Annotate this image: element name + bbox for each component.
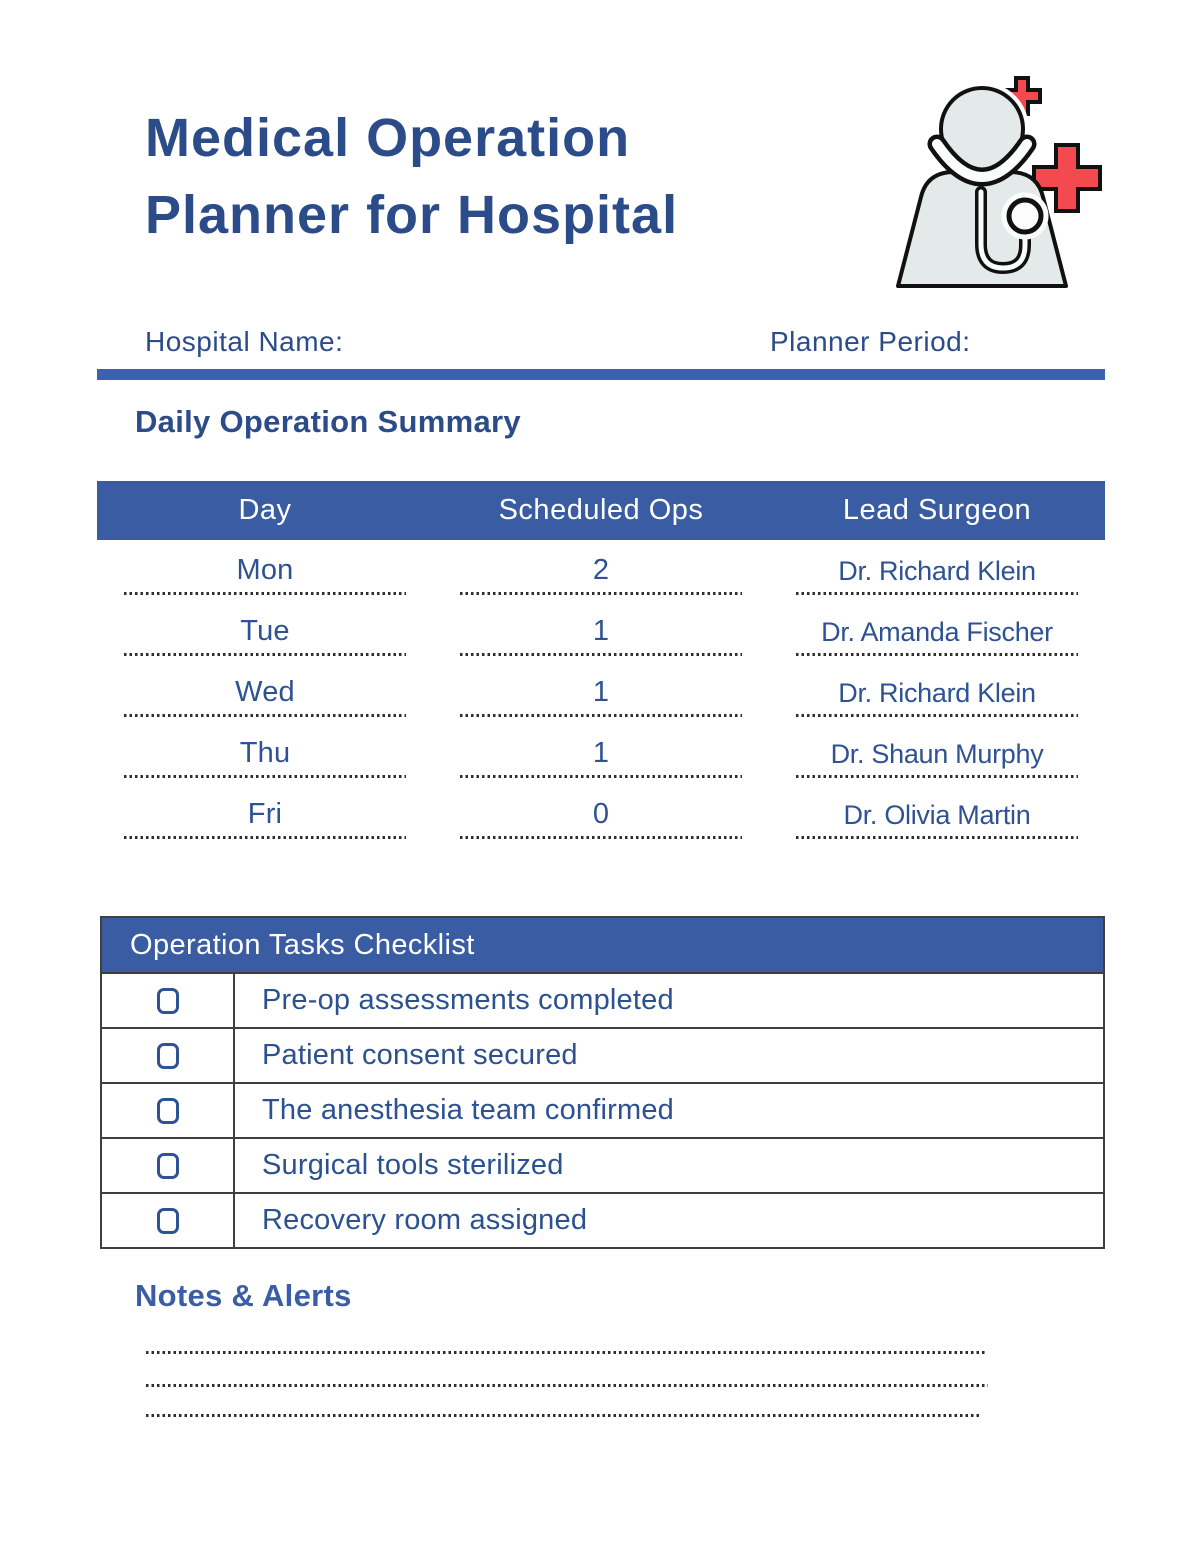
ops-cell (433, 662, 769, 723)
blank-underline (796, 836, 1078, 839)
ops-cell (433, 601, 769, 662)
column-header-day: Day (238, 494, 292, 526)
summary-heading: Daily Operation Summary (135, 404, 521, 439)
task-label: Surgical tools sterilized (262, 1149, 564, 1181)
day-value: Wed (235, 676, 295, 708)
task-label-cell (235, 1194, 1103, 1247)
ops-value: 0 (592, 798, 610, 830)
blank-underline (124, 836, 406, 839)
page-title-line2: Planner for Hospital (145, 184, 679, 245)
ops-value: 2 (592, 554, 610, 586)
column-header-lead-surgeon: Lead Surgeon (842, 494, 1032, 526)
checkbox-cell (102, 1139, 235, 1192)
surgeon-cell (769, 662, 1105, 723)
ops-value: 1 (592, 737, 610, 769)
task-label-cell (235, 974, 1103, 1027)
day-value: Mon (236, 554, 294, 586)
blank-underline (460, 775, 742, 778)
table-row (97, 784, 1105, 845)
task-label-cell (235, 1084, 1103, 1137)
day-value: Thu (239, 737, 291, 769)
blank-underline (124, 653, 406, 656)
column-header-scheduled-ops: Scheduled Ops (498, 494, 704, 526)
surgeon-cell (769, 601, 1105, 662)
page-title (145, 100, 678, 253)
blank-underline (796, 653, 1078, 656)
day-cell (97, 540, 433, 601)
task-checkbox[interactable] (157, 1153, 179, 1179)
surgeon-value: Dr. Richard Klein (838, 556, 1036, 586)
blank-underline (460, 653, 742, 656)
task-label: The anesthesia team confirmed (262, 1094, 675, 1126)
notes-heading: Notes & Alerts (135, 1278, 352, 1313)
day-value: Tue (240, 615, 290, 647)
checklist-header: Operation Tasks Checklist (102, 918, 1103, 972)
surgeon-cell (769, 540, 1105, 601)
day-cell (97, 723, 433, 784)
task-label-cell (235, 1029, 1103, 1082)
day-cell (97, 662, 433, 723)
doctor-stethoscope-icon (882, 58, 1110, 292)
blank-underline (460, 592, 742, 595)
notes-blank-line[interactable] (146, 1414, 980, 1417)
blank-underline (460, 714, 742, 717)
planner-period-label: Planner Period: (770, 326, 971, 357)
stethoscope-chestpiece (1009, 200, 1041, 232)
checklist-row (102, 972, 1103, 1027)
task-checkbox[interactable] (157, 1098, 179, 1124)
checklist-row (102, 1027, 1103, 1082)
task-label: Patient consent secured (262, 1039, 578, 1071)
blank-underline (796, 714, 1078, 717)
surgeon-cell (769, 723, 1105, 784)
blank-underline (796, 775, 1078, 778)
blank-underline (124, 714, 406, 717)
checklist-row (102, 1082, 1103, 1137)
task-checkbox[interactable] (157, 988, 179, 1014)
notes-blank-line[interactable] (146, 1351, 985, 1354)
checkbox-cell (102, 1194, 235, 1247)
ops-cell (433, 784, 769, 845)
surgeon-cell (769, 784, 1105, 845)
notes-blank-line[interactable] (146, 1384, 988, 1387)
task-label-cell (235, 1139, 1103, 1192)
ops-cell (433, 540, 769, 601)
checklist-table (100, 916, 1105, 1249)
table-row (97, 662, 1105, 723)
surgeon-value: Dr. Amanda Fischer (821, 617, 1053, 647)
surgeon-value: Dr. Richard Klein (838, 678, 1036, 708)
table-row (97, 540, 1105, 601)
task-checkbox[interactable] (157, 1043, 179, 1069)
task-label: Pre-op assessments completed (262, 984, 674, 1016)
checkbox-cell (102, 1084, 235, 1137)
day-cell (97, 601, 433, 662)
summary-table-header (97, 481, 1105, 540)
task-checkbox[interactable] (157, 1208, 179, 1234)
checkbox-cell (102, 974, 235, 1027)
task-label: Recovery room assigned (262, 1204, 588, 1236)
summary-table (97, 481, 1105, 845)
blank-underline (124, 592, 406, 595)
surgeon-value: Dr. Olivia Martin (843, 800, 1031, 830)
doctor-icon (882, 58, 1110, 292)
checklist-row (102, 1137, 1103, 1192)
blank-underline (460, 836, 742, 839)
day-value: Fri (247, 798, 283, 830)
blank-underline (796, 592, 1078, 595)
table-row (97, 723, 1105, 784)
divider-bar (97, 369, 1105, 380)
ops-value: 1 (592, 615, 610, 647)
table-row (97, 601, 1105, 662)
blank-underline (124, 775, 406, 778)
ops-cell (433, 723, 769, 784)
checkbox-cell (102, 1029, 235, 1082)
ops-value: 1 (592, 676, 610, 708)
surgeon-value: Dr. Shaun Murphy (830, 739, 1044, 769)
page-title-line1: Medical Operation (145, 108, 631, 168)
day-cell (97, 784, 433, 845)
hospital-name-label: Hospital Name: (145, 326, 344, 357)
checklist-row (102, 1192, 1103, 1247)
